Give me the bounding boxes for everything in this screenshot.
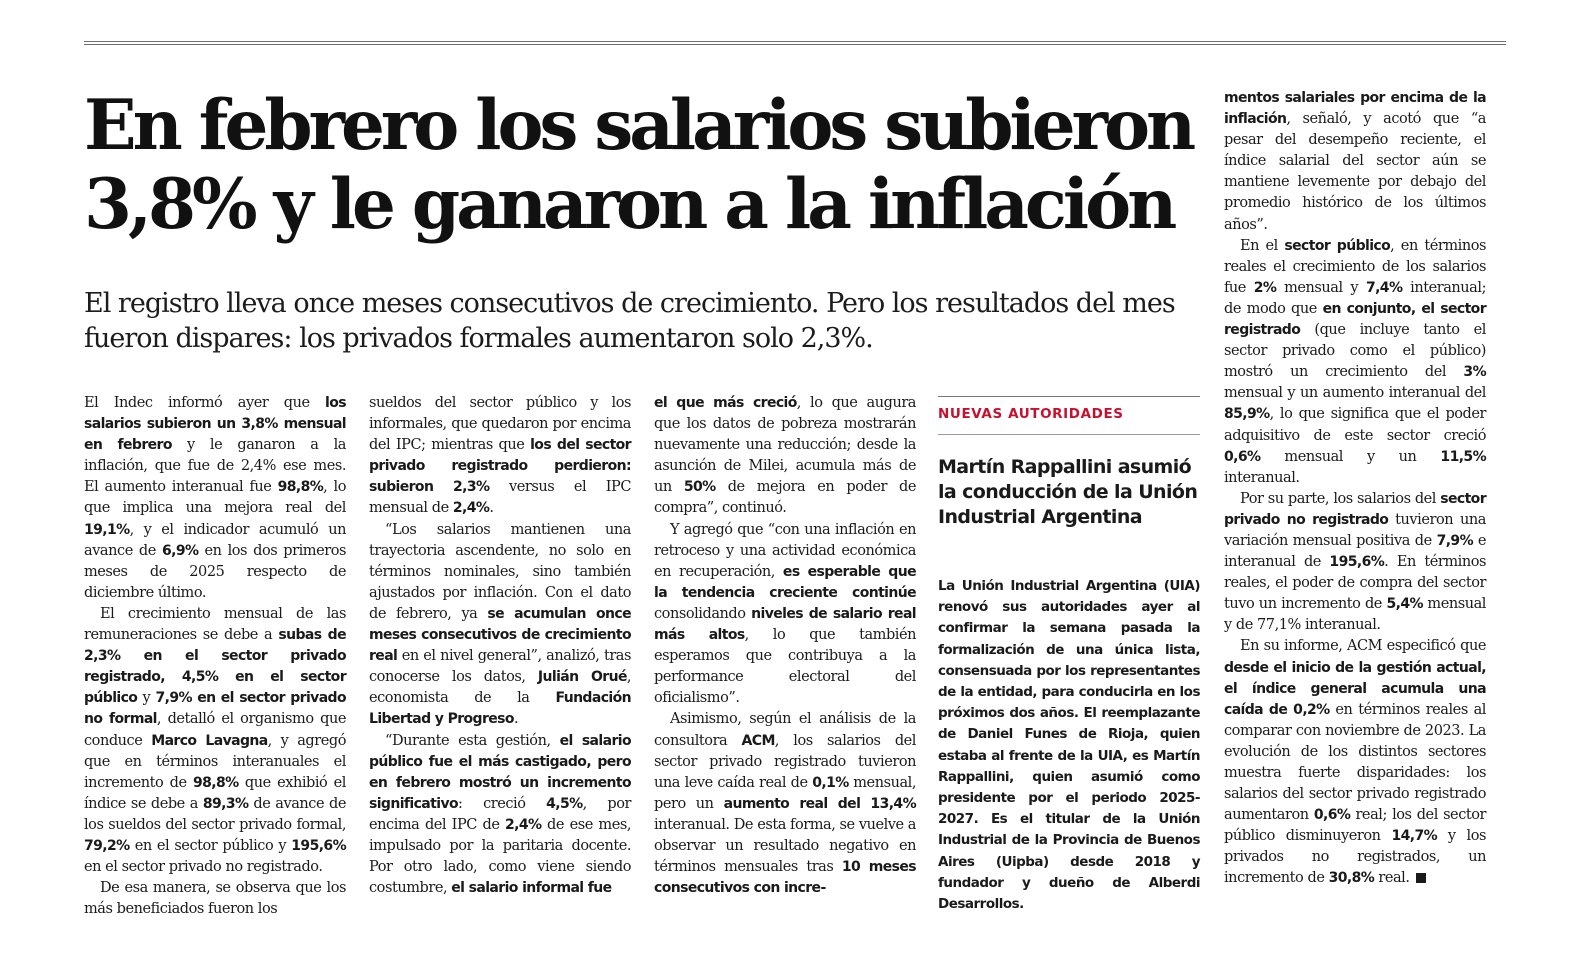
article-column-3 <box>654 393 916 899</box>
paragraph: sueldos del sector público y los informales, que quedaron por encima del IPC; mientras que los del sector privado registrado perdieron: subieron 2,3% versus el IPC mensual de 2,4%. <box>369 395 632 517</box>
paragraph: El crecimiento mensual de las remuneraciones se debe a subas de 2,3% en el sector privado registrado, 4,5% en el sector público y 7,9% en el sector privado no formal, detalló el organismo que conduce Marco Lavagna, y agregó que en términos interanuales el incremento de 98,8% que exhibió el índice se debe a 89,3% de avance de los sueldos del sector privado formal, 79,2% en el sector público y 195,6% en el sector privado no registrado. <box>84 605 346 876</box>
sidebar-title: Martín Rappallini asumió la conducción de la Unión Industrial Argentina <box>938 456 1198 528</box>
paragraph: “Durante esta gestión, el salario público fue el más castigado, pero en febrero mostró un incremento significativo: creció 4,5%, por encima del IPC de 2,4% de ese mes, impulsado por la paritaria docente. Por otro lado, como viene siendo costumbre, el salario informal fue <box>369 732 631 897</box>
paragraph: El Indec informó ayer que los salarios subieron un 3,8% mensual en febrero y le ganaron a la inflación, que fue de 2,4% ese mes. El aumento interanual fue 98,8%, lo que implica una mejora real del 19,1%, y el indicador acumuló un avance de 6,9% en los dos primeros meses de 2025 respecto de diciembre último. <box>84 395 346 601</box>
paragraph: Por su parte, los salarios del sector privado no registrado tuvieron una variación mensual positiva de 7,9% e interanual de 195,6%. En términos reales, el poder de compra del sector tuvo un incremento de 5,4% mensual y de 77,1% interanual. <box>1224 490 1486 634</box>
paragraph: Y agregó que “con una inflación en retroceso y una actividad económica en recuperación, es esperable que la tendencia creciente continúe consolidando niveles de salario real más altos, lo que también esperamos que contribuya a la performance electoral del oficialismo”. <box>654 521 917 707</box>
paragraph <box>1224 636 1486 889</box>
headline: En febrero los salarios subieron 3,8% y le ganaron a la inflación <box>84 85 1193 245</box>
paragraph: De esa manera, se observa que los más beneficiados fueron los <box>84 880 346 918</box>
sidebar-divider <box>938 434 1200 435</box>
top-rule <box>84 41 1506 45</box>
paragraph: En el sector público, en términos reales el crecimiento de los salarios fue 2% mensual y 7,4% interanual; de modo que en conjunto, el sector registrado (que incluye tanto el sector privado como el público) mostró un crecimiento del 3% mensual y un aumento interanual del 85,9%, lo que significa que el poder adquisitivo de este sector creció 0,6% mensual y un 11,5% interanual. <box>1224 237 1486 486</box>
paragraph: el que más creció, lo que augura que los datos de pobreza mostrarán nuevamente una reducción; desde la asunción de Milei, acumula más de un 50% de mejora en poder de compra”, continuó. <box>654 395 917 517</box>
article-column-1 <box>84 393 346 920</box>
article-column-2 <box>369 393 631 899</box>
paragraph-text: En su informe, ACM especificó que desde el inicio de la gestión actual, el índice general acumula una caída de 0,2% en términos reales al comparar con noviembre de 2023. La evolución de los distintos sectores muestra fuerte disparidades: los salarios del sector privado registrado aumentaron 0,6% real; los del sector público disminuyeron 14,7% y los privados no registrados, un incremento de 30,8% real. <box>1224 638 1486 887</box>
paragraph: Asimismo, según el análisis de la consultora ACM, los salarios del sector privado registrado tuvieron una leve caída real de 0,1% mensual, pero un aumento real del 13,4% interanual. De esta forma, se vuelve a observar un resultado negativo en términos mensuales tras 10 meses consecutivos con incre- <box>654 711 917 897</box>
paragraph: mentos salariales por encima de la inflación, señaló, y acotó que “a pesar del desempeño reciente, el índice salarial del sector aún se mantiene levemente por debajo del promedio histórico de los últimos años”. <box>1224 90 1486 233</box>
sidebar-body: La Unión Industrial Argentina (UIA) renovó sus autoridades ayer al confirmar la semana pasada la formalización de una única lista, consensuada por los representantes de la entidad, para conducirla en los próximos dos años. El reemplazante de Daniel Funes de Rioja, quien estaba al frente de la UIA, es Martín Rappallini, quien asumió como presidente por el periodo 2025-2027. Es el titular de la Unión Industrial de la Provincia de Buenos Aires (Uipba) desde 2018 y fundador y dueño de Alberdi Desarrollos. <box>938 578 1200 913</box>
subheadline: El registro lleva once meses consecutivos de crecimiento. Pero los resultados del mes fueron dispares: los privados formales aumentaron solo 2,3%. <box>84 288 1175 354</box>
paragraph: “Los salarios mantienen una trayectoria ascendente, no solo en términos nominales, sino también ajustados por inflación. Con el dato de febrero, ya se acumulan once meses consecutivos de crecimiento real en el nivel general”, analizó, tras conocerse los datos, Julián Orué, economista de la Fundación Libertad y Progreso. <box>369 521 632 728</box>
sidebar-top-rule <box>938 396 1200 397</box>
end-of-article-icon <box>1416 873 1426 883</box>
article-column-4 <box>1224 88 1486 890</box>
sidebar-box <box>938 396 1200 915</box>
sidebar-kicker: NUEVAS AUTORIDADES <box>938 406 1124 422</box>
